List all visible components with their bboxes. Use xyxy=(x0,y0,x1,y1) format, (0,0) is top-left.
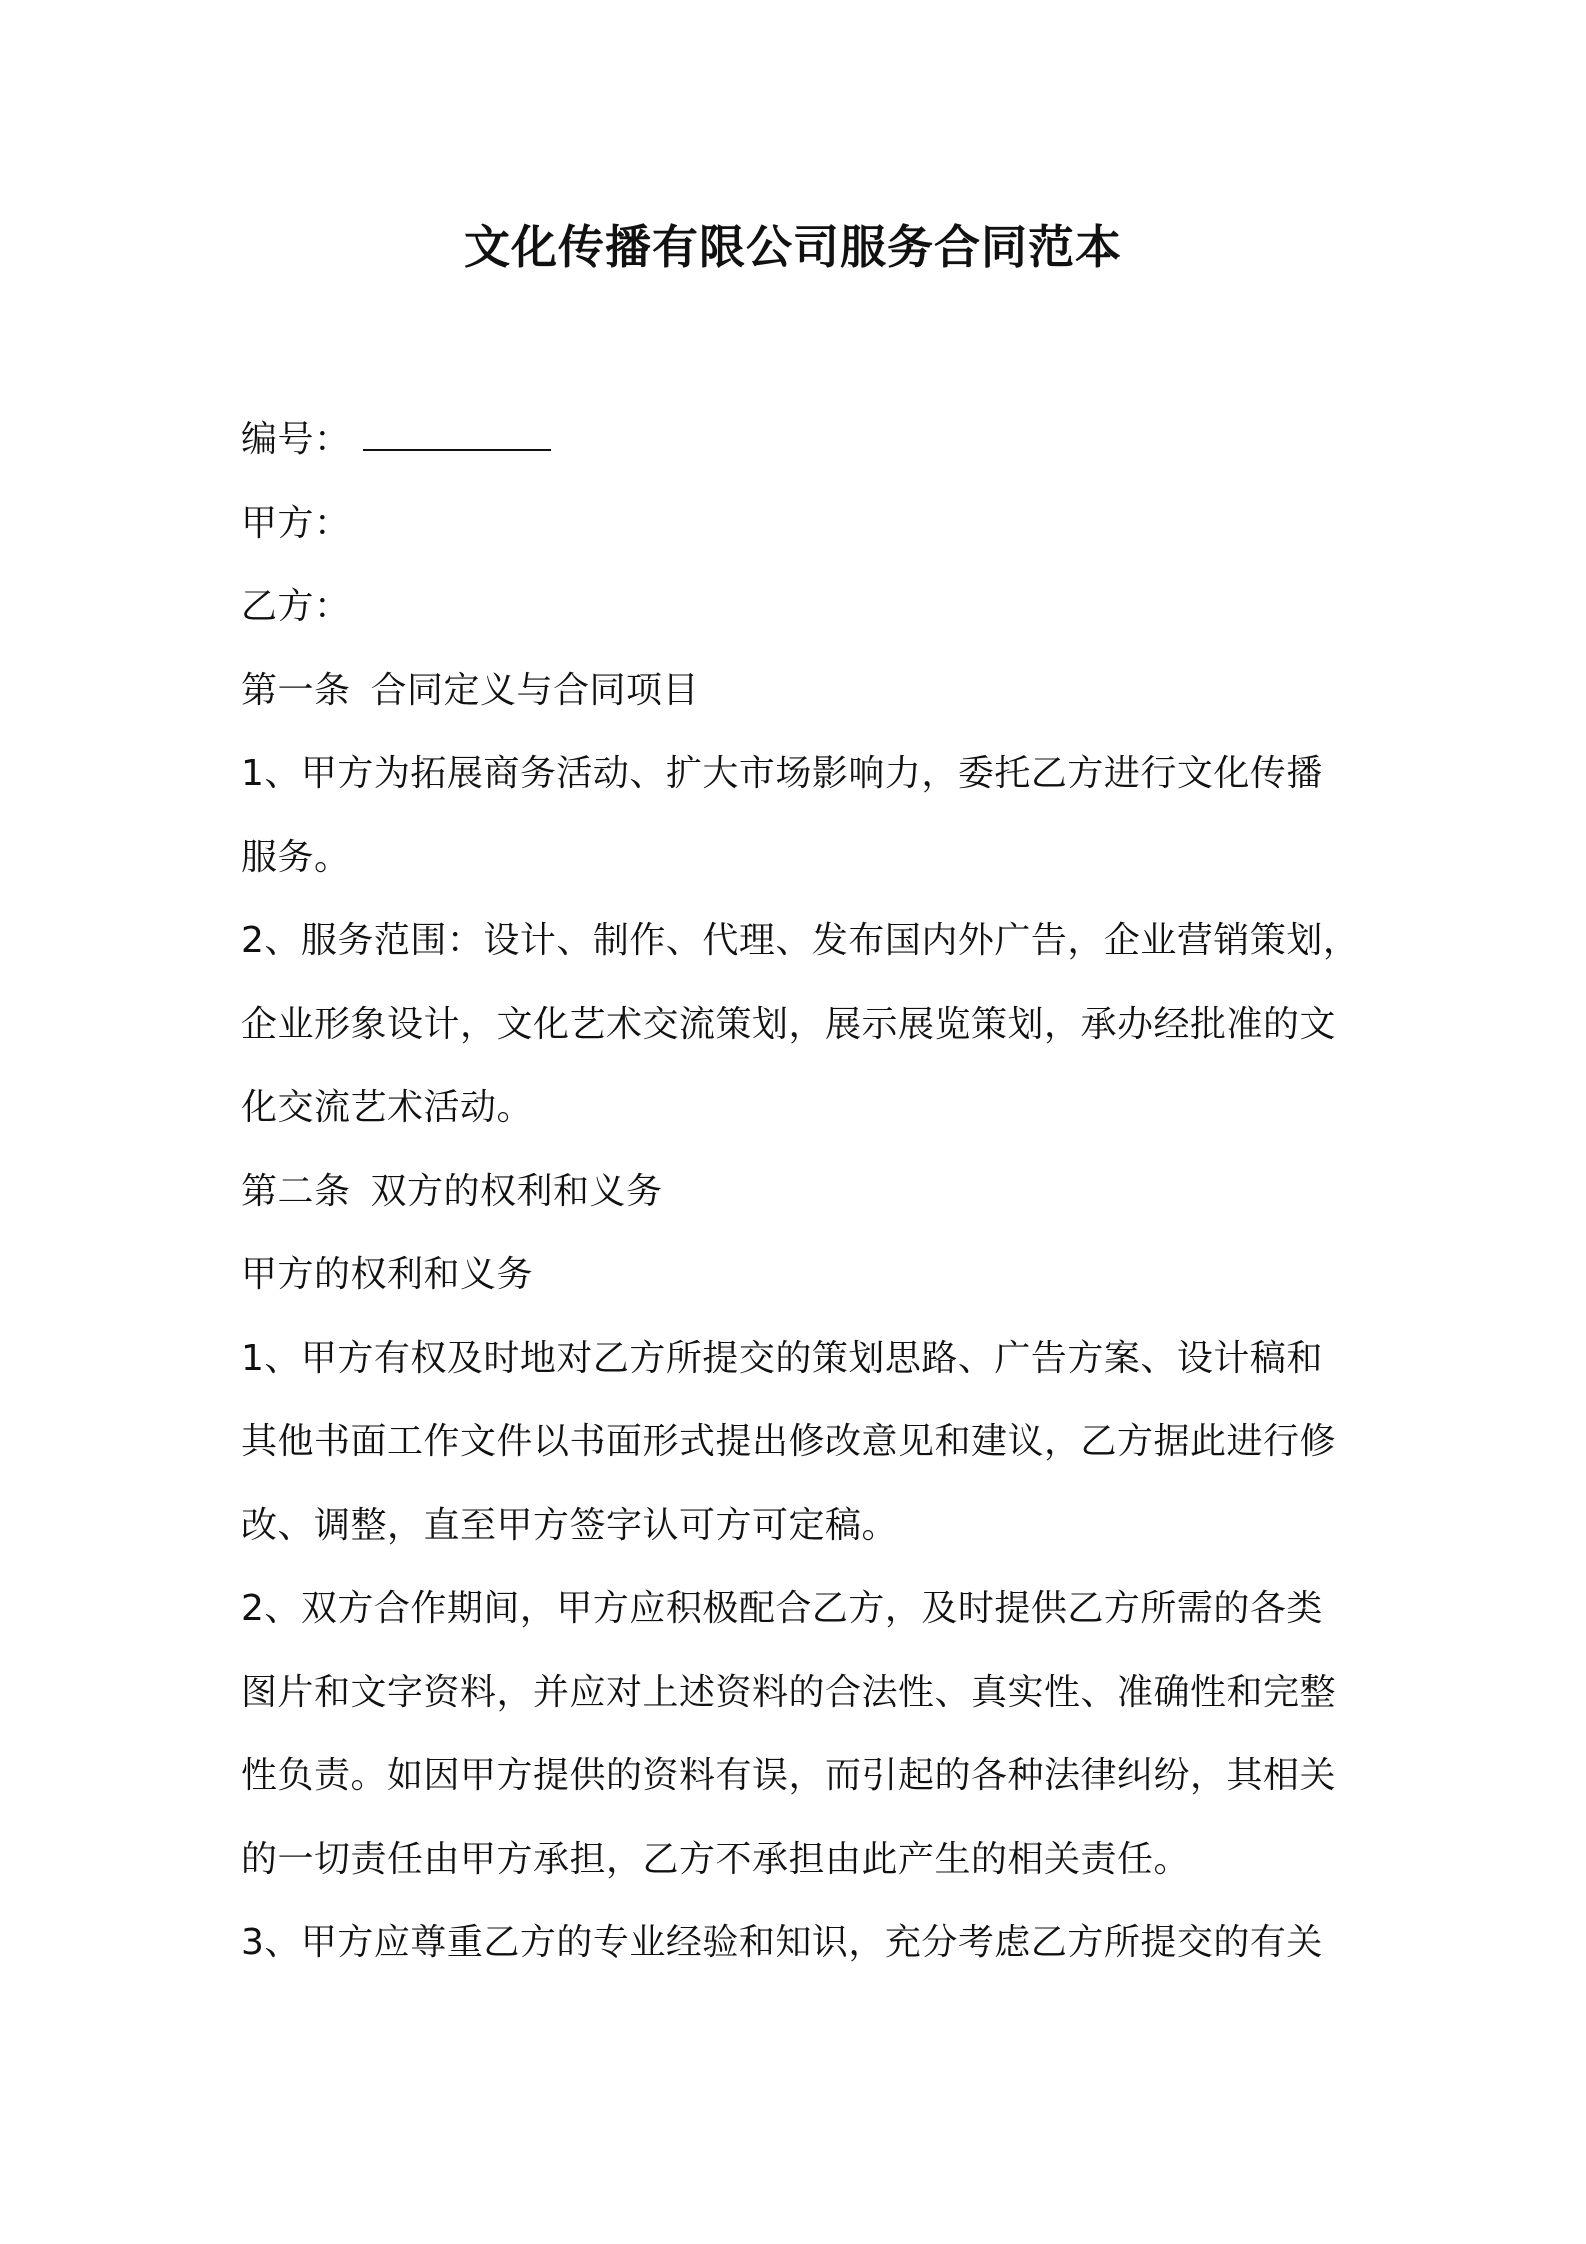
paragraph-line: 改、调整，直至甲方签字认可方可定稿。 xyxy=(241,1504,899,1546)
article-2-title: 双方的权利和义务 xyxy=(370,1170,663,1212)
paragraph-line: 性负责。如因甲方提供的资料有误，而引起的各种法律纠纷，其相关 xyxy=(241,1755,1337,1796)
party-b-label: 乙方： xyxy=(241,586,351,627)
article-1-title: 合同定义与合同项目 xyxy=(370,669,700,711)
article-1-number: 第一条 xyxy=(241,669,351,711)
paragraph-line: 2、双方合作期间，甲方应积极配合乙方，及时提供乙方所需的各类 xyxy=(241,1588,1323,1629)
paragraph-line: 的一切责任由甲方承担，乙方不承担由此产生的相关责任。 xyxy=(241,1838,1191,1880)
paragraph-line: 2、服务范围：设计、制作、代理、发布国内外广告，企业营销策划， xyxy=(241,920,1360,961)
document-body xyxy=(241,398,1361,1985)
paragraph-line: 服务。 xyxy=(241,836,351,878)
paragraph-line: 图片和文字资料，并应对上述资料的合法性、真实性、准确性和完整 xyxy=(241,1671,1337,1713)
article-2-number: 第二条 xyxy=(241,1170,351,1212)
document-title: 文化传播有限公司服务合同范本 xyxy=(464,220,1122,274)
paragraph-line: 3、甲方应尊重乙方的专业经验和知识，充分考虑乙方所提交的有关 xyxy=(241,1922,1323,1963)
paragraph-line: 1、甲方为拓展商务活动、扩大市场影响力，委托乙方进行文化传播 xyxy=(241,753,1323,794)
article-2-heading xyxy=(241,1150,1361,1234)
paragraph-line: 其他书面工作文件以书面形式提出修改意见和建议，乙方据此进行修 xyxy=(241,1421,1337,1462)
party-a-rights-heading: 甲方的权利和义务 xyxy=(241,1254,534,1295)
paragraph-line: 化交流艺术活动。 xyxy=(241,1087,534,1128)
paragraph-line: 1、甲方有权及时地对乙方所提交的策划思路、广告方案、设计稿和 xyxy=(241,1337,1323,1379)
article-1-heading xyxy=(241,649,1361,733)
paragraph-line: 企业形象设计，文化艺术交流策划，展示展览策划，承办经批准的文 xyxy=(241,1003,1337,1045)
contract-number-label: 编号： xyxy=(241,419,351,460)
party-a-label: 甲方： xyxy=(241,502,351,544)
contract-number-line xyxy=(241,398,1361,482)
contract-number-blank xyxy=(363,413,551,451)
